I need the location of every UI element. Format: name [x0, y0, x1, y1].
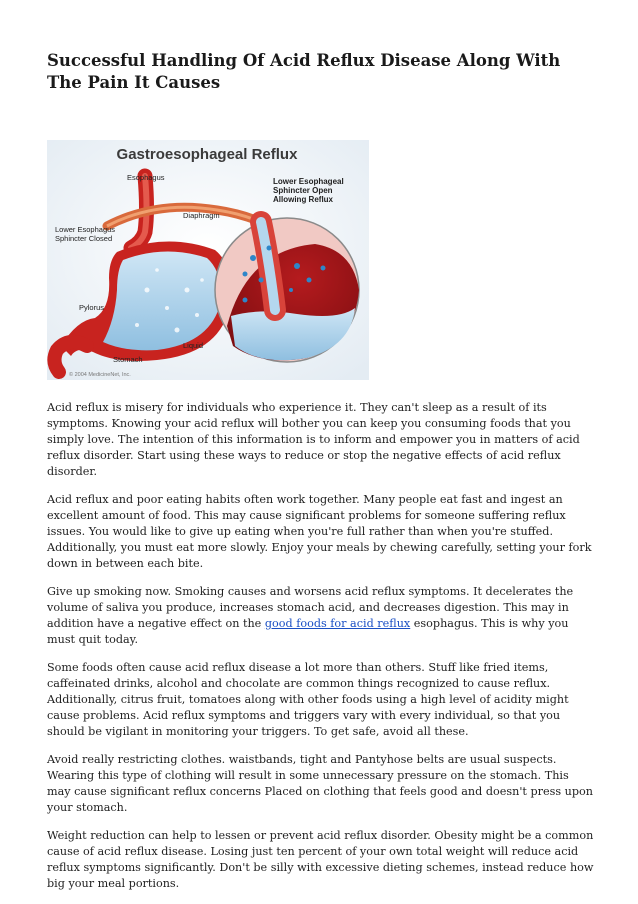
paragraph-3: [47, 584, 595, 648]
label-liquid: Liquid: [183, 341, 204, 350]
article-title: Successful Handling Of Acid Reflux Disease Along With The Pain It Causes: [47, 51, 561, 92]
label-esophagus: Esophagus: [127, 173, 165, 182]
label-diaphragm: Diaphragm: [183, 211, 220, 220]
paragraph-2: Acid reflux and poor eating habits often work together. Many people eat fast and ingest an excellent amount of food. This may cause significant problems for someone suffering reflux issues. You would like to give up eating when you're full rather than when you're stuffed. Additionally, you must eat more slowly. Enjoy your meals by chewing carefully, setting your fork down in between each bite.: [47, 493, 592, 570]
article-body: [47, 400, 595, 904]
label-stomach: Stomach: [113, 355, 143, 364]
paragraph-4: Some foods often cause acid reflux disease a lot more than others. Stuff like fried items, caffeinated drinks, alcohol and chocolate are common things recognized to cause reflux. Additionally, citrus fruit, tomatoes along with other foods using a high level of acidity might cause problems. Acid reflux symptoms and triggers vary with every individual, so that you should be vigilant in monitoring your triggers. To get safe, avoid all these.: [47, 661, 569, 738]
acid-reflux-foods-link[interactable]: good foods for acid reflux: [264, 617, 411, 630]
paragraph-3-end: esophagus. This is why you must quit today.: [47, 617, 569, 646]
label-pylorus: Pylorus: [79, 303, 105, 312]
diagram-heading: Gastroesophageal Reflux: [116, 146, 298, 163]
copyright-text: © 2004 MedicineNet, Inc.: [69, 372, 131, 378]
label-les-open-1: Lower Esophageal: [273, 177, 344, 186]
label-les-open-2: Sphincter Open: [273, 186, 333, 195]
label-les-closed-1: Lower Esophagus: [55, 225, 116, 234]
paragraph-6: Weight reduction can help to lessen or prevent acid reflux disorder. Obesity might be a common cause of acid reflux disease. Losing just ten percent of your own total weight will reduce acid reflux symptoms significantly. Don't be silly with excessive dieting schemes, instead reduce how big your meal portions.: [47, 829, 594, 890]
paragraph-5: Avoid really restricting clothes. waistbands, tight and Pantyhose belts are usual suspects. Wearing this type of clothing will result in some unnecessary pressure on the stomach. This may cause significant reflux concerns Placed on clothing that feels good and doesn't press upon your stomach.: [47, 753, 593, 814]
reflux-diagram: [47, 140, 369, 380]
paragraph-1: Acid reflux is misery for individuals who experience it. They can't sleep as a result of its symptoms. Knowing your acid reflux will bother you can keep you consuming foods that you simply love. The intention of this information is to inform and empower you in matters of acid reflux disorder. Start using these ways to reduce or stop the negative effects of acid reflux disorder.: [47, 401, 580, 478]
label-les-closed-2: Sphincter Closed: [55, 234, 113, 243]
label-les-open-3: Allowing Reflux: [273, 195, 333, 204]
reflux-illustration: [47, 140, 369, 380]
paragraph-3-start: Give up smoking now. Smoking causes and worsens acid reflux symptoms. It decelerates the volume of saliva you produce, increases stomach acid, and decreases digestion. This may in addition have a negative effect on the: [47, 585, 574, 630]
